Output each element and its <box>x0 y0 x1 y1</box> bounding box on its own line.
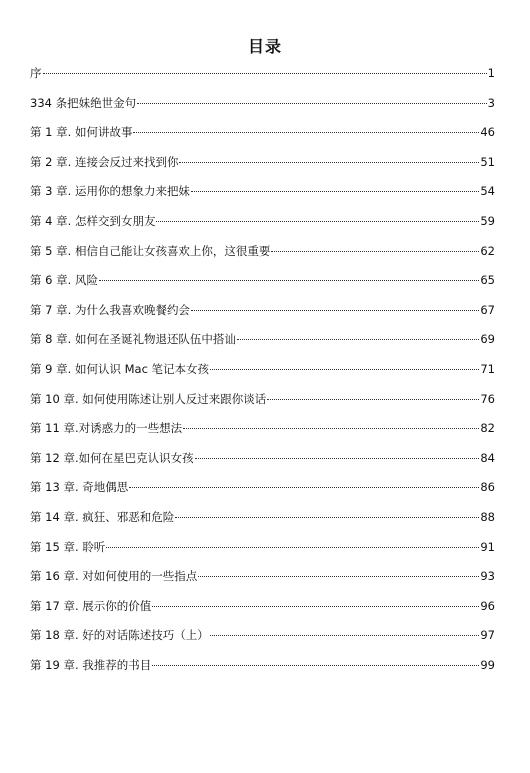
toc-entry <box>30 566 495 596</box>
toc-entry <box>30 448 495 478</box>
toc-entry-label: 序 <box>30 66 42 80</box>
toc-dot-leader <box>198 576 479 577</box>
toc-entry-page-number: 88 <box>480 509 495 524</box>
toc-entry <box>30 477 495 507</box>
toc-entry-label: 第 10 章. 如何使用陈述让别人反过来跟你谈话 <box>30 391 267 406</box>
toc-dot-leader <box>137 103 487 104</box>
toc-entry-page-number: 51 <box>480 154 495 169</box>
toc-entry <box>30 596 495 626</box>
toc-entry-label: 第 7 章. 为什么我喜欢晚餐约会 <box>30 302 190 317</box>
toc-dot-leader <box>43 73 487 74</box>
toc-entry-label: 第 2 章. 连接会反过来找到你 <box>30 154 179 169</box>
toc-dot-leader <box>106 547 479 548</box>
toc-entry-page-number: 69 <box>480 332 495 347</box>
toc-dot-leader <box>152 665 479 666</box>
toc-dot-leader <box>175 517 479 518</box>
toc-entry-page-number: 91 <box>480 539 495 554</box>
toc-entry-label: 第 5 章. 相信自己能让女孩喜欢上你，这很重要 <box>30 243 271 258</box>
toc-entry-label: 第 9 章. 如何认识 Mac 笔记本女孩 <box>30 361 210 376</box>
toc-dot-leader <box>210 635 480 636</box>
toc-dot-leader <box>210 369 479 370</box>
toc-dot-leader <box>267 399 479 400</box>
toc-entry-page-number: 1 <box>487 66 495 80</box>
toc-entry-label: 第 1 章. 如何讲故事 <box>30 125 133 140</box>
toc-entry-page-number: 97 <box>480 628 495 643</box>
toc-entry <box>30 152 495 182</box>
toc-entry <box>30 329 495 359</box>
toc-entry-label: 334 条把妹绝世金句 <box>30 95 137 110</box>
toc-entry-page-number: 62 <box>480 243 495 258</box>
toc-entry <box>30 537 495 567</box>
toc-entry-label: 第 13 章. 奇地偶思 <box>30 480 129 495</box>
toc-entry-label: 第 6 章. 风险 <box>30 273 98 288</box>
toc-entry-label: 第 19 章. 我推荐的书目 <box>30 657 152 672</box>
toc-entry-page-number: 59 <box>480 213 495 228</box>
toc-entry-page-number: 46 <box>480 125 495 140</box>
toc-dot-leader <box>179 162 479 163</box>
toc-entry-label: 第 17 章. 展示你的价值 <box>30 598 152 613</box>
toc-entry-label: 第 3 章. 运用你的想象力来把妹 <box>30 184 190 199</box>
toc-dot-leader <box>133 132 479 133</box>
toc-list <box>30 63 495 684</box>
toc-entry-label: 第 14 章. 疯狂、邪恶和危险 <box>30 509 175 524</box>
toc-entry <box>30 655 495 685</box>
toc-dot-leader <box>191 191 479 192</box>
toc-entry <box>30 63 495 93</box>
toc-dot-leader <box>152 606 479 607</box>
toc-entry-page-number: 99 <box>480 657 495 672</box>
toc-entry <box>30 359 495 389</box>
toc-dot-leader <box>191 310 479 311</box>
toc-entry <box>30 93 495 123</box>
toc-entry <box>30 122 495 152</box>
toc-dot-leader <box>183 428 479 429</box>
toc-entry-page-number: 54 <box>480 184 495 199</box>
toc-entry-page-number: 67 <box>480 302 495 317</box>
toc-entry-label: 第 16 章. 对如何使用的一些指点 <box>30 569 198 584</box>
toc-dot-leader <box>271 251 479 252</box>
toc-entry <box>30 625 495 655</box>
toc-title: 目录 <box>247 37 282 56</box>
toc-entry <box>30 389 495 419</box>
toc-entry-page-number: 93 <box>480 569 495 584</box>
toc-entry-page-number: 82 <box>480 421 495 436</box>
toc-entry-label: 第 8 章. 如何在圣诞礼物退还队伍中搭讪 <box>30 332 236 347</box>
toc-dot-leader <box>195 458 480 459</box>
toc-entry-page-number: 71 <box>480 361 495 376</box>
toc-entry-label: 第 4 章. 怎样交到女朋友 <box>30 213 156 228</box>
toc-entry <box>30 418 495 448</box>
toc-entry-label: 第 12 章.如何在星巴克认识女孩 <box>30 450 194 465</box>
toc-entry <box>30 507 495 537</box>
toc-entry-page-number: 65 <box>480 273 495 288</box>
toc-entry-page-number: 76 <box>480 391 495 406</box>
toc-entry <box>30 300 495 330</box>
toc-dot-leader <box>129 487 479 488</box>
toc-entry <box>30 181 495 211</box>
toc-dot-leader <box>156 221 479 222</box>
toc-entry <box>30 211 495 241</box>
toc-entry-page-number: 86 <box>480 480 495 495</box>
toc-dot-leader <box>99 280 479 281</box>
toc-entry-label: 第 11 章.对诱惑力的一些想法 <box>30 421 183 436</box>
toc-entry <box>30 241 495 271</box>
toc-entry-page-number: 96 <box>480 598 495 613</box>
toc-entry-page-number: 84 <box>480 450 495 465</box>
toc-entry-label: 第 18 章. 好的对话陈述技巧（上） <box>30 628 209 643</box>
toc-dot-leader <box>237 339 479 340</box>
toc-entry <box>30 270 495 300</box>
toc-entry-page-number: 3 <box>487 95 495 110</box>
toc-entry-label: 第 15 章. 聆听 <box>30 539 106 554</box>
